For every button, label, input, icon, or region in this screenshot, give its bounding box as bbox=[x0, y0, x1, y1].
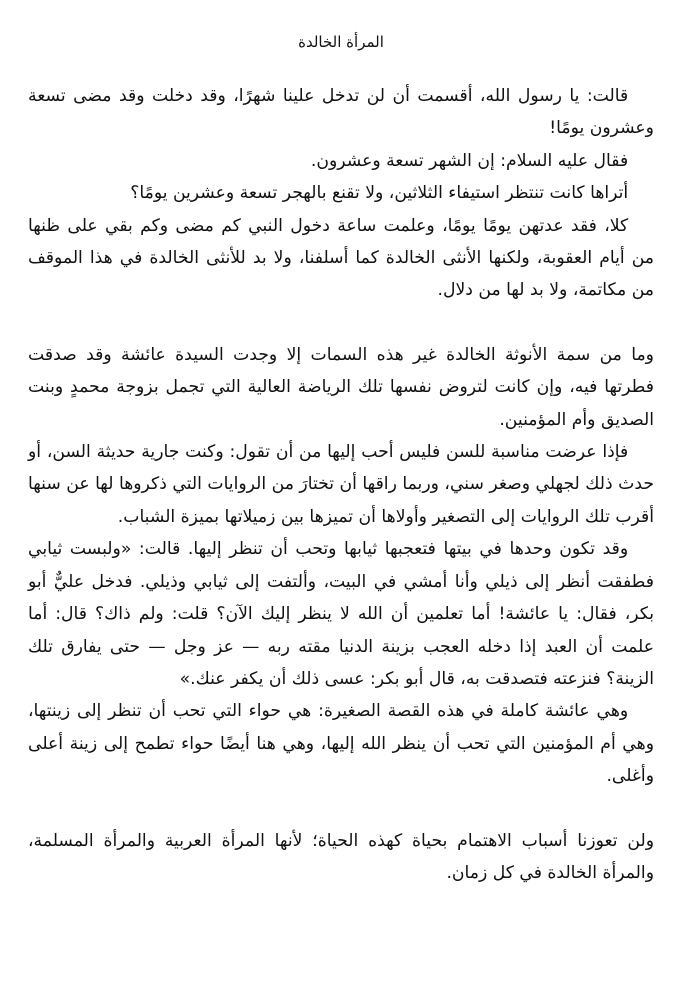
paragraph-8: وهي عائشة كاملة في هذه القصة الصغيرة: هي حواء التي تحب أن تنظر إلى زينتها، وهي أم المؤمنين التي تحب أن ينظر الله إليها، وهي هنا أيضًا حواء تطمح إلى زينة أعلى وأغلى. bbox=[28, 701, 654, 787]
running-header: المرأة الخالدة bbox=[298, 33, 384, 51]
paragraph-gap bbox=[28, 793, 654, 825]
paragraph-gap bbox=[28, 307, 654, 339]
paragraph-1: قالت: يا رسول الله، أقسمت أن لن تدخل علينا شهرًا، وقد دخلت وقد مضى تسعة وعشرون يومًا! bbox=[28, 86, 654, 139]
paragraph-4: كلا، فقد عدتهن يومًا يومًا، وعلمت ساعة دخول النبي كم مضى وكم بقي على ظنها من أيام العقوبة، ولكنها الأنثى الخالدة كما أسلفنا، ولا بد للأنثى الخالدة في هذا الموقف من مكاتمة، ولا بد لها من دلال. bbox=[28, 215, 654, 301]
body-text bbox=[28, 80, 654, 889]
paragraph-7: وقد تكون وحدها في بيتها فتعجبها ثيابها وتحب أن تنظر إليها. قالت: «ولبست ثيابي فطفقت أنظر إلى ذيلي وأنا أمشي في البيت، وألتفت إلى ثيابي وذيلي. فدخل عليٌّ أبو بكر، فقال: يا عائشة! أما تعلمين أن الله لا ينظر إليك الآن؟ قلت: ولم ذاك؟ قال: أما علمت أن العبد إذا دخله العجب بزينة الدنيا مقته ربه — عز وجل — حتى يفارق تلك الزينة؟ فنزعته فتصدقت به، قال أبو بكر: عسى ذلك أن يكفر عنك.» bbox=[28, 539, 654, 689]
paragraph-6: فإذا عرضت مناسبة للسن فليس أحب إليها من أن تقول: وكنت جارية حديثة السن، أو حدث ذلك لجهلي وصغر سني، وربما راقها أن تختارَ من الروايات التي ذكروها لها عن سنها أقرب تلك الروايات إلى التصغير وأولاها أن تميزها بين زميلاتها بميزة الشباب. bbox=[28, 442, 654, 527]
paragraph-9: ولن تعوزنا أسباب الاهتمام بحياة كهذه الحياة؛ لأنها المرأة العربية والمرأة المسلمة، والمرأة الخالدة في كل زمان. bbox=[28, 830, 654, 883]
paragraph-5: وما من سمة الأنوثة الخالدة غير هذه السمات إلا وجدت السيدة عائشة وقد صدقت فطرتها فيه، وإن كانت لتروض نفسها تلك الرياضة العالية التي تجمل بزوجة محمدٍ وبنت الصديق وأم المؤمنين. bbox=[28, 344, 654, 430]
paragraph-2: فقال عليه السلام: إن الشهر تسعة وعشرون. bbox=[310, 150, 629, 171]
paragraph-3: أتراها كانت تنتظر استيفاء الثلاثين، ولا تقنع بالهجر تسعة وعشرين يومًا؟ bbox=[130, 183, 629, 204]
